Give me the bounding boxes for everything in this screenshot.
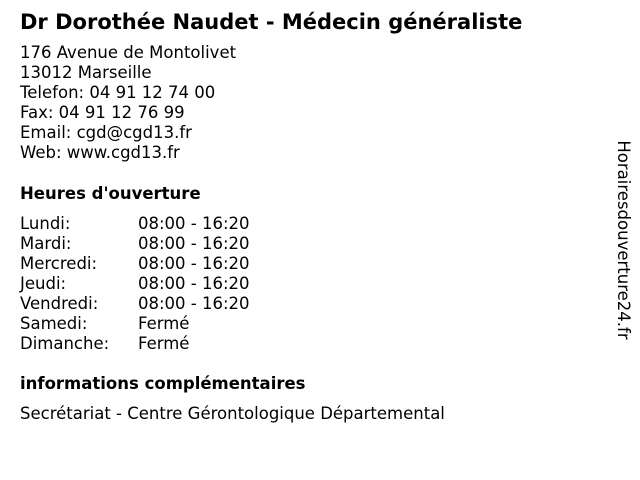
time-value: 08:00 - 16:20 — [138, 234, 250, 253]
opening-hours-table — [20, 214, 280, 354]
phone-text: Telefon: 04 91 12 74 00 — [20, 83, 216, 102]
day-label: Jeudi: — [20, 274, 67, 293]
site-watermark: Horairesdouverture24.fr — [614, 140, 633, 340]
hours-row-monday — [20, 214, 280, 234]
hours-row-thursday — [20, 274, 280, 294]
email-text: Email: cgd@cgd13.fr — [20, 123, 192, 142]
fax-text: Fax: 04 91 12 76 99 — [20, 103, 185, 122]
day-label: Mardi: — [20, 234, 72, 253]
time-value: Fermé — [138, 314, 190, 333]
opening-hours-heading: Heures d'ouverture — [20, 184, 201, 203]
day-label: Vendredi: — [20, 294, 99, 313]
day-label: Lundi: — [20, 214, 71, 233]
day-label: Mercredi: — [20, 254, 98, 273]
page-title: Dr Dorothée Naudet - Médecin généraliste — [20, 10, 523, 34]
address-city: 13012 Marseille — [20, 63, 152, 82]
hours-row-friday — [20, 294, 280, 314]
time-value: 08:00 - 16:20 — [138, 294, 250, 313]
hours-row-tuesday — [20, 234, 280, 254]
hours-row-wednesday — [20, 254, 280, 274]
website-text: Web: www.cgd13.fr — [20, 143, 180, 162]
contact-block — [20, 43, 236, 163]
hours-row-sunday — [20, 334, 280, 354]
time-value: 08:00 - 16:20 — [138, 274, 250, 293]
additional-info-heading: informations complémentaires — [20, 374, 306, 393]
time-value: Fermé — [138, 334, 190, 353]
additional-info-text: Secrétariat - Centre Gérontologique Départemental — [20, 404, 445, 423]
time-value: 08:00 - 16:20 — [138, 254, 250, 273]
hours-row-saturday — [20, 314, 280, 334]
time-value: 08:00 - 16:20 — [138, 214, 250, 233]
day-label: Dimanche: — [20, 334, 110, 353]
day-label: Samedi: — [20, 314, 88, 333]
address-street: 176 Avenue de Montolivet — [20, 43, 237, 62]
